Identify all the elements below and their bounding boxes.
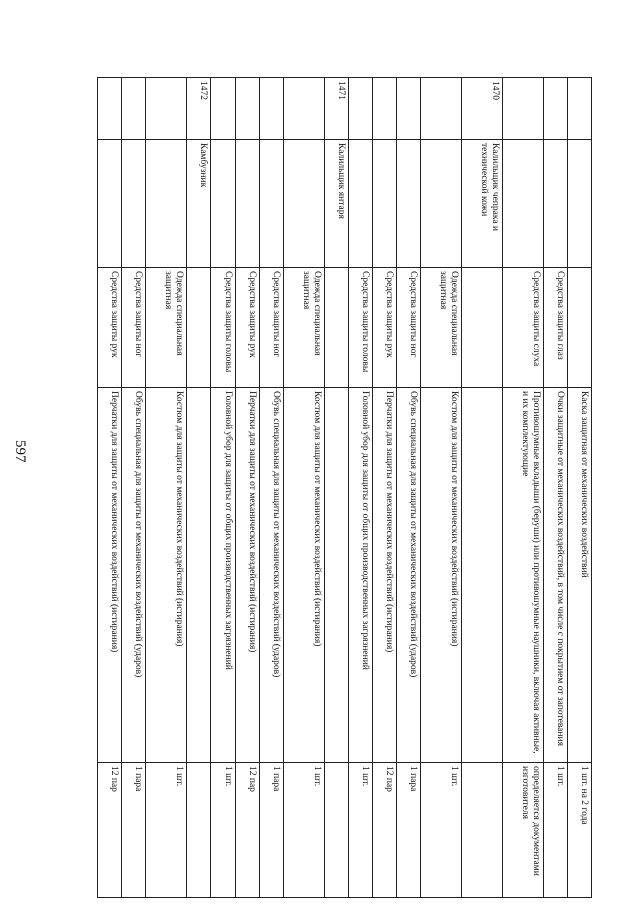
row-number-cell bbox=[235, 78, 259, 140]
profession-cell bbox=[283, 140, 324, 268]
table-row bbox=[146, 78, 187, 898]
profession-cell: Калильщик янтаря bbox=[324, 140, 348, 268]
page-number: 597 bbox=[12, 440, 28, 463]
row-number-cell bbox=[122, 78, 146, 140]
ppe-category-cell: Средства защиты ног bbox=[122, 268, 146, 388]
row-number-cell bbox=[567, 78, 591, 140]
row-number-cell bbox=[348, 78, 372, 140]
ppe-name-cell bbox=[187, 388, 211, 763]
profession-cell bbox=[421, 140, 462, 268]
profession-cell bbox=[235, 140, 259, 268]
norm-cell: 1 шт. bbox=[543, 763, 567, 898]
ppe-category-cell: Одежда специальная защитная bbox=[146, 268, 187, 388]
table-row bbox=[187, 78, 211, 898]
profession-cell: Камбузник bbox=[187, 140, 211, 268]
row-number-cell: 1472 bbox=[187, 78, 211, 140]
row-number-cell bbox=[146, 78, 187, 140]
table-row bbox=[421, 78, 462, 898]
ppe-name-cell: Костюм для защиты от механических воздействий (истирания) bbox=[421, 388, 462, 763]
table-row bbox=[543, 78, 567, 898]
row-number-cell bbox=[98, 78, 122, 140]
ppe-category-cell: Одежда специальная защитная bbox=[421, 268, 462, 388]
ppe-name-cell: Костюм для защиты от механических воздействий (истирания) bbox=[146, 388, 187, 763]
table-row bbox=[259, 78, 283, 898]
table-row bbox=[235, 78, 259, 898]
table-row bbox=[98, 78, 122, 898]
ppe-name-cell: Обувь специальная для защиты от механических воздействий (ударов) bbox=[259, 388, 283, 763]
norm-cell: 1 шт. bbox=[283, 763, 324, 898]
norm-cell: 12 пар bbox=[373, 763, 397, 898]
row-number-cell: 1470 bbox=[462, 78, 503, 140]
ppe-category-cell: Средства защиты слуха bbox=[502, 268, 543, 388]
norm-cell: 1 шт. bbox=[146, 763, 187, 898]
row-number-cell bbox=[283, 78, 324, 140]
table-row bbox=[462, 78, 503, 898]
ppe-name-cell: Каска защитная от механических воздействий bbox=[567, 388, 591, 763]
table-row bbox=[211, 78, 235, 898]
norm-cell: 1 шт. bbox=[421, 763, 462, 898]
profession-cell bbox=[373, 140, 397, 268]
norm-cell: 12 пар bbox=[235, 763, 259, 898]
norm-cell: 1 пара bbox=[397, 763, 421, 898]
norm-cell: 1 пара bbox=[259, 763, 283, 898]
ppe-category-cell: Средства защиты головы bbox=[211, 268, 235, 388]
ppe-name-cell: Перчатки для защиты от механических воздействий (истирания) bbox=[373, 388, 397, 763]
row-number-cell bbox=[502, 78, 543, 140]
ppe-category-cell: Средства защиты рук bbox=[373, 268, 397, 388]
profession-cell bbox=[259, 140, 283, 268]
norm-cell: 1 пара bbox=[122, 763, 146, 898]
ppe-name-cell: Обувь специальная для защиты от механических воздействий (ударов) bbox=[122, 388, 146, 763]
table-row bbox=[283, 78, 324, 898]
table-body bbox=[98, 78, 592, 898]
ppe-name-cell bbox=[324, 388, 348, 763]
ppe-category-cell bbox=[324, 268, 348, 388]
norm-cell: 12 пар bbox=[98, 763, 122, 898]
row-number-cell bbox=[397, 78, 421, 140]
ppe-name-cell: Очки защитные от механических воздействий, в том числе с покрытием от запотевания bbox=[543, 388, 567, 763]
profession-cell bbox=[146, 140, 187, 268]
ppe-category-cell bbox=[567, 268, 591, 388]
table-row bbox=[348, 78, 372, 898]
ppe-category-cell: Средства защиты ног bbox=[259, 268, 283, 388]
ppe-name-cell: Головной убор для защиты от общих производственных загрязнений bbox=[211, 388, 235, 763]
profession-cell bbox=[567, 140, 591, 268]
profession-cell bbox=[122, 140, 146, 268]
profession-cell bbox=[348, 140, 372, 268]
table-row bbox=[397, 78, 421, 898]
ppe-category-cell bbox=[187, 268, 211, 388]
row-number-cell bbox=[259, 78, 283, 140]
ppe-name-cell: Головной убор для защиты от общих производственных загрязнений bbox=[348, 388, 372, 763]
table-row bbox=[122, 78, 146, 898]
row-number-cell: 1471 bbox=[324, 78, 348, 140]
row-number-cell bbox=[373, 78, 397, 140]
profession-cell: Калильщик чепрака и технической кожи bbox=[462, 140, 503, 268]
norm-cell: 1 шт. на 2 года bbox=[567, 763, 591, 898]
profession-cell bbox=[98, 140, 122, 268]
table-row bbox=[324, 78, 348, 898]
row-number-cell bbox=[543, 78, 567, 140]
ppe-name-cell: Костюм для защиты от механических воздействий (истирания) bbox=[283, 388, 324, 763]
table-row bbox=[567, 78, 591, 898]
ppe-name-cell: Противошумные вкладыши (беруши) или противошумные наушники, включая активные, и их комплектующие bbox=[502, 388, 543, 763]
ppe-category-cell: Средства защиты головы bbox=[348, 268, 372, 388]
ppe-name-cell: Обувь специальная для защиты от механических воздействий (ударов) bbox=[397, 388, 421, 763]
ppe-name-cell: Перчатки для защиты от механических воздействий (истирания) bbox=[235, 388, 259, 763]
ppe-name-cell: Перчатки для защиты от механических воздействий (истирания) bbox=[98, 388, 122, 763]
table-row bbox=[502, 78, 543, 898]
ppe-category-cell: Одежда специальная защитная bbox=[283, 268, 324, 388]
ppe-category-cell: Средства защиты глаз bbox=[543, 268, 567, 388]
norm-cell: 1 шт. bbox=[211, 763, 235, 898]
ppe-name-cell bbox=[462, 388, 503, 763]
profession-cell bbox=[211, 140, 235, 268]
profession-cell bbox=[543, 140, 567, 268]
row-number-cell bbox=[421, 78, 462, 140]
norm-cell bbox=[324, 763, 348, 898]
norm-cell: 1 шт. bbox=[348, 763, 372, 898]
profession-cell bbox=[397, 140, 421, 268]
ppe-norms-table-wrapper bbox=[97, 77, 592, 897]
profession-cell bbox=[502, 140, 543, 268]
ppe-category-cell: Средства защиты ног bbox=[397, 268, 421, 388]
ppe-norms-table bbox=[97, 77, 592, 898]
ppe-category-cell: Средства защиты рук bbox=[98, 268, 122, 388]
ppe-category-cell: Средства защиты рук bbox=[235, 268, 259, 388]
norm-cell bbox=[462, 763, 503, 898]
norm-cell bbox=[187, 763, 211, 898]
table-row bbox=[373, 78, 397, 898]
row-number-cell bbox=[211, 78, 235, 140]
norm-cell: определяется документами изготовителя bbox=[502, 763, 543, 898]
ppe-category-cell bbox=[462, 268, 503, 388]
